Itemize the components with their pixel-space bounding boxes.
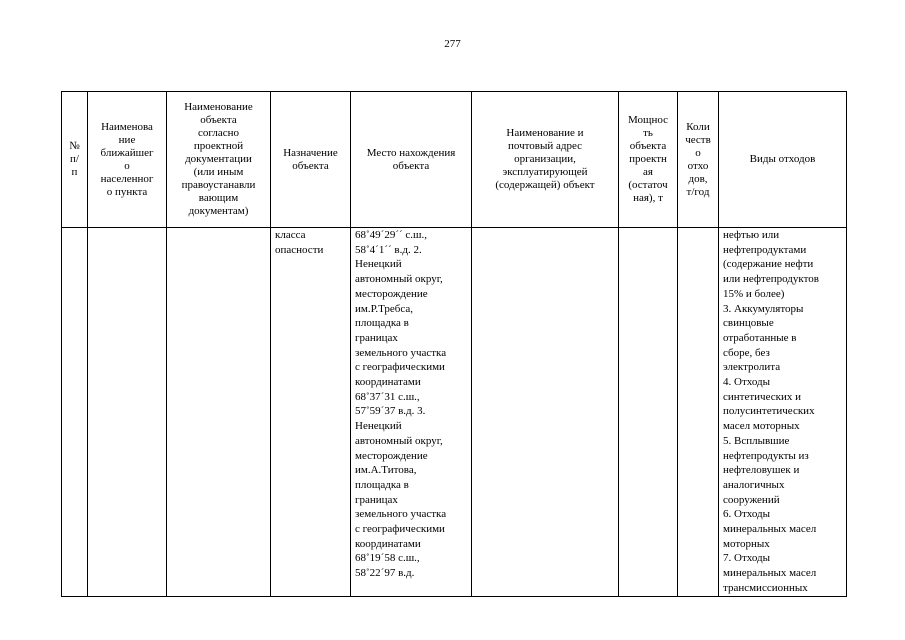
cell-settlement: [88, 228, 167, 597]
cell-capacity: [619, 228, 678, 597]
header-cell-object-name: Наименование объекта согласно проектной документации (или иным правоустанавли вающим документам): [167, 92, 271, 228]
header-cell-organization: Наименование и почтовый адрес организации, эксплуатирующей (содержащей) объект: [472, 92, 619, 228]
header-cell-quantity: Коли честв о отхо дов, т/год: [678, 92, 719, 228]
page-number: 277: [444, 38, 461, 50]
cell-organization: [472, 228, 619, 597]
cell-number: [62, 228, 88, 597]
header-cell-number: № п/ п: [62, 92, 88, 228]
cell-quantity: [678, 228, 719, 597]
cell-object-name: [167, 228, 271, 597]
header-cell-waste-types: Виды отходов: [719, 92, 847, 228]
table-row: [62, 228, 847, 597]
cell-purpose: класса опасности: [271, 228, 351, 597]
cell-waste-types: нефтью или нефтепродуктами (содержание нефти или нефтепродуктов 15% и более) 3. Аккумуляторы свинцовые отработанные в сборе, без электролита 4. Отходы синтетических и полусинтетических масел моторных 5. Всплывшие нефтепродукты из нефтеловушек и аналогичных сооружений 6. Отходы минеральных масел моторных 7. Отходы минеральных масел трансмиссионных: [719, 228, 847, 597]
header-cell-settlement: Наименова ние ближайшег о населенног о пункта: [88, 92, 167, 228]
header-cell-location: Место нахождения объекта: [351, 92, 472, 228]
header-cell-capacity: Мощнос ть объекта проектн ая (остаточ ная), т: [619, 92, 678, 228]
waste-objects-table: [61, 91, 847, 597]
cell-location: 68˚49´29´´ с.ш., 58˚4´1´´ в.д. 2. Ненецкий автономный округ, месторождение им.Р.Требса, площадка в границах земельного участка с географическими координатами 68˚37´31 с.ш., 57˚59´37 в.д. 3. Ненецкий автономный округ, месторождение им.А.Титова, площадка в границах земельного участка с географическими координатами 68˚19´58 с.ш., 58˚22´97 в.д.: [351, 228, 472, 597]
table-header-row: [62, 92, 847, 228]
header-cell-purpose: Назначение объекта: [271, 92, 351, 228]
